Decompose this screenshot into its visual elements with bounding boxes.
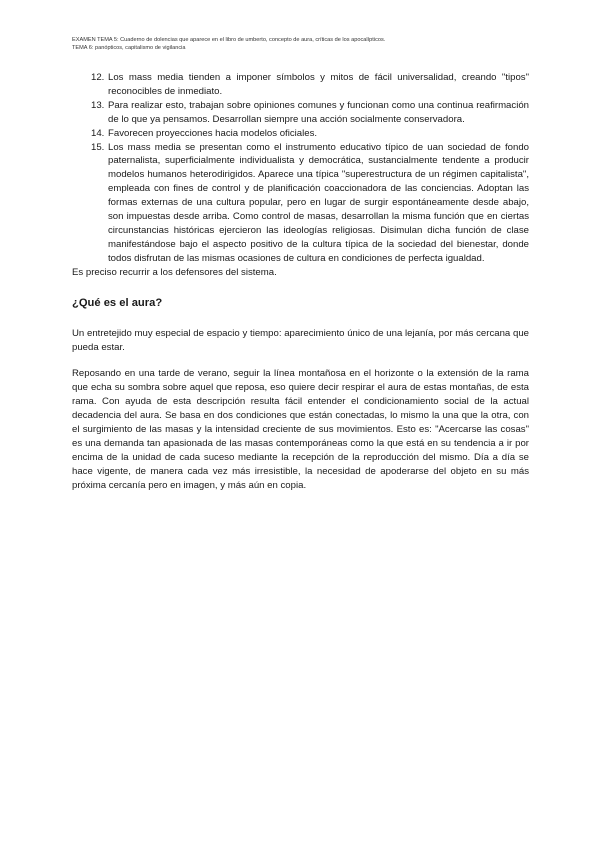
page-header	[72, 36, 532, 52]
list-item-text: Los mass media tienden a imponer símbolos y mitos de fácil universalidad, creando "tipos" reconocibles de inmediato.	[108, 72, 529, 97]
section-paragraph: Reposando en una tarde de verano, seguir la línea montañosa en el horizonte o la extensión de la rama que echa su sombra sobre aquel que reposa, eso quiere decir respirar el aura de estas montañas, de esta rama. Con ayuda de esta descripción resulta fácil entender el condicionamiento social de la actual decadencia del aura. Se basa en dos condiciones que están conectadas, lo mismo la una que la otra, con el surgimiento de las masas y la intensidad creciente de sus movimientos. Esto es: "Acercarse las cosas" es una demanda tan apasionada de las masas contemporáneas como la que está en su tendencia a ir por encima de la unidad de cada suceso mediante la recepción de la reproducción del mismo. Día a día se hace vigente, de manera cada vez más irresistible, la necesidad de apoderarse del objeto en su más próxima cercanía pero en imagen, y más aún en copia.	[72, 368, 529, 491]
section-title: ¿Qué es el aura?	[72, 296, 163, 309]
section-paragraph: Un entretejido muy especial de espacio y tiempo: aparecimiento único de una lejanía, por más cercana que pueda estar.	[72, 327, 529, 353]
header-line-1: EXAMEN TEMA 5: Cuaderno de dolencias que aparece en el libro de umberto, concepto de aura, críticas de los apocalípticos.	[72, 37, 386, 43]
header-line-2: TEMA 6: panópticos, capitalismo de vigilancia	[72, 45, 186, 51]
numbered-list	[72, 71, 529, 266]
list-item-number: 14.	[91, 127, 105, 139]
list-item-number: 13.	[91, 99, 105, 111]
document-body	[72, 71, 529, 506]
list-item-text: Para realizar esto, trabajan sobre opiniones comunes y funcionan como una continua reafirmación de lo que ya pensamos. Desarrollan siempre una acción socialmente conservadora.	[108, 99, 529, 125]
list-item-number: 12.	[91, 72, 105, 83]
list-item-text: Favorecen proyecciones hacia modelos oficiales.	[108, 127, 318, 139]
list-item	[72, 127, 529, 141]
list-item-number: 15.	[91, 141, 105, 153]
list-item	[72, 99, 529, 127]
closing-line: Es preciso recurrir a los defensores del sistema.	[72, 266, 277, 278]
list-item	[72, 141, 529, 266]
list-item-text: Los mass media se presentan como el instrumento educativo típico de uan sociedad de fondo paternalista, superficialmente individualista y democrática, sustancialmente tendente a producir modelos humanos heterodirigidos. Aparece una típica "superestructura de un régimen capitalista", empleada con fines de control y de planificación coaccionadora de las conciencias. Adoptan las formas externas de una cultura popular, pero en lugar de surgir espontáneamente desde abajo, son impuestas desde arriba. Como control de masas, desarrollan la misma función que en ciertas circunstancias históricas ejercieron las ideologías religiosas. Disimulan dicha función de clase manifestándose bajo el aspecto positivo de la cultura típica de la sociedad del bienestar, donde todos disfrutan de las mismas ocasiones de cultura en condiciones de perfecta igualdad.	[108, 141, 529, 264]
list-item	[72, 71, 529, 99]
